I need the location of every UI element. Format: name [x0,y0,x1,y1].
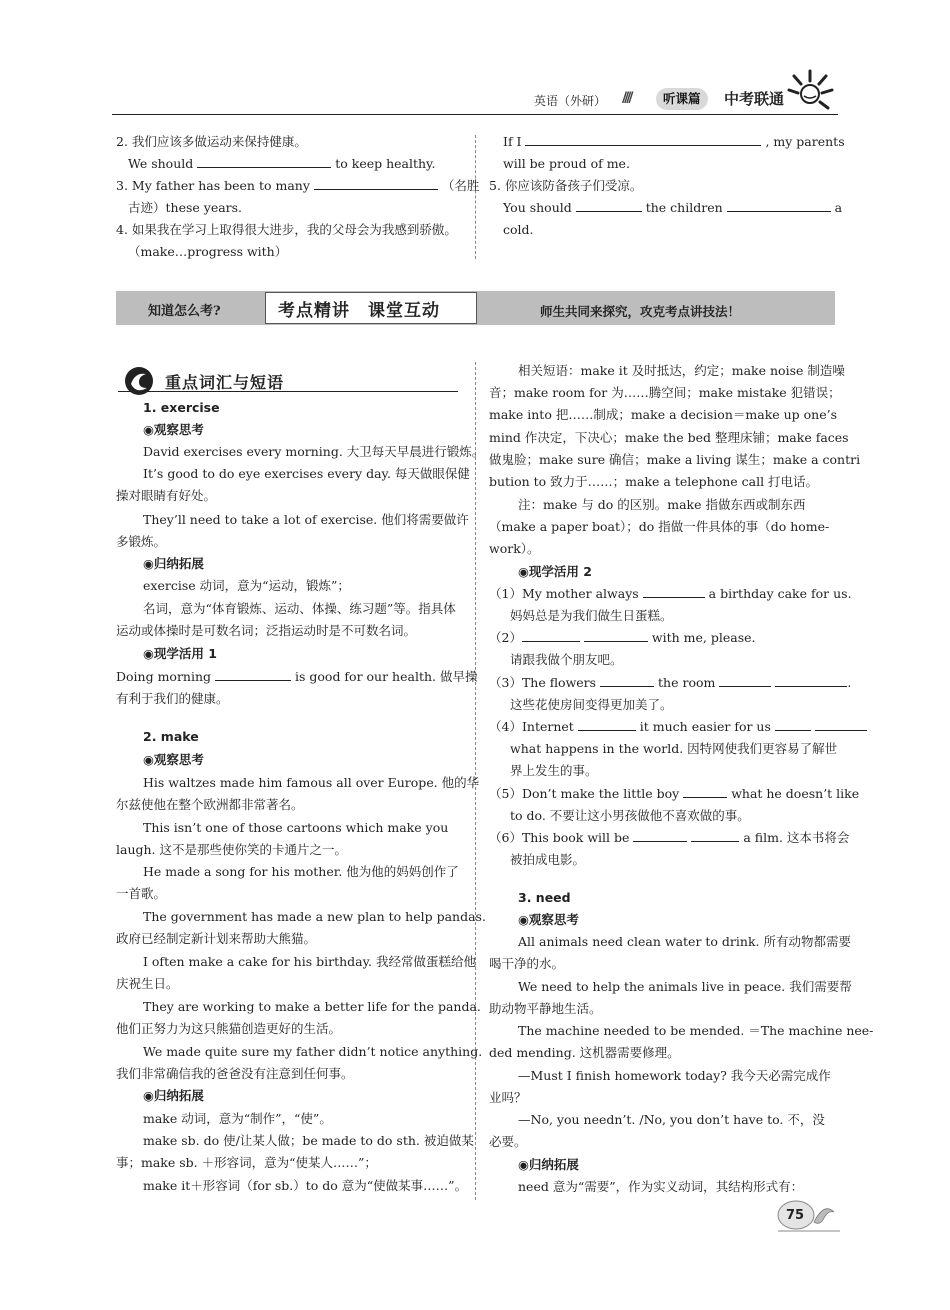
top-q2-line: We should to keep healthy. [128,156,436,171]
answer-blank[interactable] [775,717,811,731]
top-q3-cont: 古迹）these years. [128,200,243,215]
example-line: The machine needed to be mended. ＝The machine nee- [518,1023,874,1038]
summary-line: make it＋形容词（for sb.）to do 意为“使做某事……”。 [143,1178,468,1193]
summary-line: make sb. do 使/让某人做；be made to do sth. 被迫做某 [143,1133,474,1148]
summary-line: make 动词，意为“制作”，“使”。 [143,1111,332,1126]
example-line: The government has made a new plan to help pandas. [143,909,486,924]
example-line: We need to help the animals live in peace. 我们需要帮 [518,979,852,994]
phrase-line: 音；make room for 为……腾空间；make mistake 犯错误； [489,385,841,400]
example-line: laugh. 这不是那些使你笑的卡通片之一。 [116,842,348,857]
example-line: 业吗？ [489,1090,527,1105]
phrase-line: 做鬼脸；make sure 确信；make a living 谋生；make a contri [489,452,861,467]
header-series: 英语（外研） [534,94,607,108]
example-line: They’ll need to take a lot of exercise. 他们将需要做许 [143,512,469,527]
practice-line: （4）Internet it much easier for us [489,717,867,737]
answer-blank[interactable] [775,673,847,687]
top-q3-line: 3. My father has been to many （名胜 [116,178,480,193]
summary-line: 运动或体操时是可数名词；泛指运动时是不可数名词。 [116,623,417,638]
phrase-line: make into 把……制成；make a decision＝make up one’s [489,407,838,422]
practice-line: 被拍成电影。 [510,852,586,867]
example-line: 尔兹使他在整个欧洲都非常著名。 [116,797,304,812]
top-right-line4: You should the children a [503,200,843,215]
practice-line: （1）My mother always a birthday cake for us. [489,586,852,601]
answer-blank[interactable] [314,176,438,190]
answer-blank[interactable] [633,828,687,842]
summary-label: ◉归纳拓展 [143,556,204,571]
practice-line: （2） with me, please. [489,630,756,645]
entry-heading-make: 2. make [143,729,199,744]
summary-label: ◉归纳拓展 [518,1157,579,1172]
practice-line: （6）This book will be a film. 这本书将会 [489,830,850,845]
practice-line: （5）Don’t make the little boy what he doesn’t like [489,786,860,801]
header-slashes: //// [622,90,631,106]
top-q2: 2. 我们应该多做运动来保持健康。 [116,134,307,149]
example-line: —No, you needn’t. /No, you don’t have to. 不，没 [518,1112,825,1127]
practice-line: 有利于我们的健康。 [116,691,229,706]
top-right-line2: will be proud of me. [503,156,630,171]
summary-label: ◉归纳拓展 [143,1088,204,1103]
observe-label: ◉观察思考 [143,422,204,437]
page-number: 75 [786,1208,805,1223]
example-line: 必要。 [489,1134,527,1149]
practice-line: 界上发生的事。 [510,763,598,778]
example-line: They are working to make a better life for the panda. [143,999,481,1014]
answer-blank[interactable] [643,584,705,598]
example-line: 政府已经制定新计划来帮助大熊猫。 [116,931,317,946]
answer-blank[interactable] [815,717,867,731]
practice-line: 请跟我做个朋友吧。 [510,652,623,667]
practice-line: to do. 不要让这小男孩做他不喜欢做的事。 [510,808,750,823]
example-line: 他们正努力为这只熊猫创造更好的生活。 [116,1021,342,1036]
summary-line: 名词，意为“体育锻炼、运动、体操、练习题”等。指具体 [143,601,456,616]
answer-blank[interactable] [727,198,831,212]
swirl-icon [122,364,156,398]
example-line: 喝干净的水。 [489,956,565,971]
page-number-ornament-icon [774,1198,840,1232]
entry-heading-need: 3. need [518,890,571,905]
example-line: It’s good to do eye exercises every day. 每天做眼保健 [143,466,470,481]
example-line: This isn’t one of those cartoons which make you [143,820,449,835]
observe-label: ◉观察思考 [143,752,204,767]
top-q5: 5. 你应该防备孩子们受凉。 [489,178,643,193]
example-line: 助动物平静地生活。 [489,1001,602,1016]
observe-label: ◉观察思考 [518,912,579,927]
header-brand: 中考联通 [724,90,785,108]
answer-blank[interactable] [578,717,636,731]
example-line: 操对眼睛有好处。 [116,488,217,503]
answer-blank[interactable] [719,673,771,687]
answer-blank[interactable] [522,628,580,642]
banner-hint: 知道怎么考? [148,304,221,319]
practice-line: what happens in the world. 因特网使我们更容易了解世 [510,741,838,756]
phrase-line: mind 作决定，下决心；make the bed 整理床铺；make faces [489,430,849,445]
answer-blank[interactable] [600,673,654,687]
example-line: 我们非常确信我的爸爸没有注意到任何事。 [116,1066,354,1081]
section-title-rule [118,391,458,392]
practice-label: ◉现学活用 1 [143,646,217,661]
answer-blank[interactable] [584,628,648,642]
practice-line: 妈妈总是为我们做生日蛋糕。 [510,608,673,623]
summary-line: exercise 动词，意为“运动，锻炼”； [143,578,350,593]
top-right-line5: cold. [503,222,534,237]
note-line: 注：make 与 do 的区别。make 指做东西或制东西 [518,497,806,512]
top-q4: 4. 如果我在学习上取得很大进步，我的父母会为我感到骄傲。 [116,222,457,237]
answer-blank[interactable] [215,667,291,681]
example-line: He made a song for his mother. 他为他的妈妈创作了 [143,864,459,879]
example-line: 一首歌。 [116,886,167,901]
example-line: —Must I finish homework today? 我今天必需完成作 [518,1068,831,1083]
practice-line: 这些花使房间变得更加美了。 [510,697,673,712]
answer-blank[interactable] [525,132,761,146]
example-line: I often make a cake for his birthday. 我经常做蛋糕给他 [143,954,476,969]
header-section-pill: 听课篇 [656,88,708,110]
top-q4-hint: （make…progress with） [128,244,288,259]
summary-line: need 意为“需要”，作为实义动词，其结构形式有： [518,1179,804,1194]
section-title: 重点词汇与短语 [165,373,285,392]
answer-blank[interactable] [691,828,739,842]
banner-title: 考点精讲 课堂互动 [278,301,440,321]
note-line: （make a paper boat）；do 指做一件具体的事（do home- [489,519,830,534]
answer-blank[interactable] [197,154,331,168]
phrase-line: bution to 致力于……；make a telephone call 打电话。 [489,474,819,489]
example-line: David exercises every morning. 大卫每天早晨进行锻炼。 [143,444,485,459]
example-line: His waltzes made him famous all over Europe. 他的华 [143,775,480,790]
column-divider-top [475,135,476,259]
answer-blank[interactable] [683,784,727,798]
practice-label: ◉现学活用 2 [518,564,592,579]
practice-line: Doing morning is good for our health. 做早操 [116,669,478,684]
phrase-line: 相关短语：make it 及时抵达，约定；make noise 制造噪 [518,363,845,378]
entry-heading-exercise: 1. exercise [143,400,220,415]
example-line: We made quite sure my father didn’t notice anything. [143,1044,483,1059]
example-line: 多锻炼。 [116,534,167,549]
answer-blank[interactable] [576,198,642,212]
summary-line: 事；make sb. ＋形容词，意为“使某人……”； [116,1155,377,1170]
banner-slogan: 师生共同来探究，攻克考点讲技法！ [540,304,741,319]
note-line: work）。 [489,541,540,556]
example-line: 庆祝生日。 [116,976,179,991]
practice-line: （3）The flowers the room . [489,675,852,690]
top-right-line1: If I , my parents [503,134,845,149]
header-rule [112,114,838,115]
example-line: All animals need clean water to drink. 所有动物都需要 [518,934,851,949]
sun-logo-icon [786,66,836,116]
example-line: ded mending. 这机器需要修理。 [489,1045,680,1060]
